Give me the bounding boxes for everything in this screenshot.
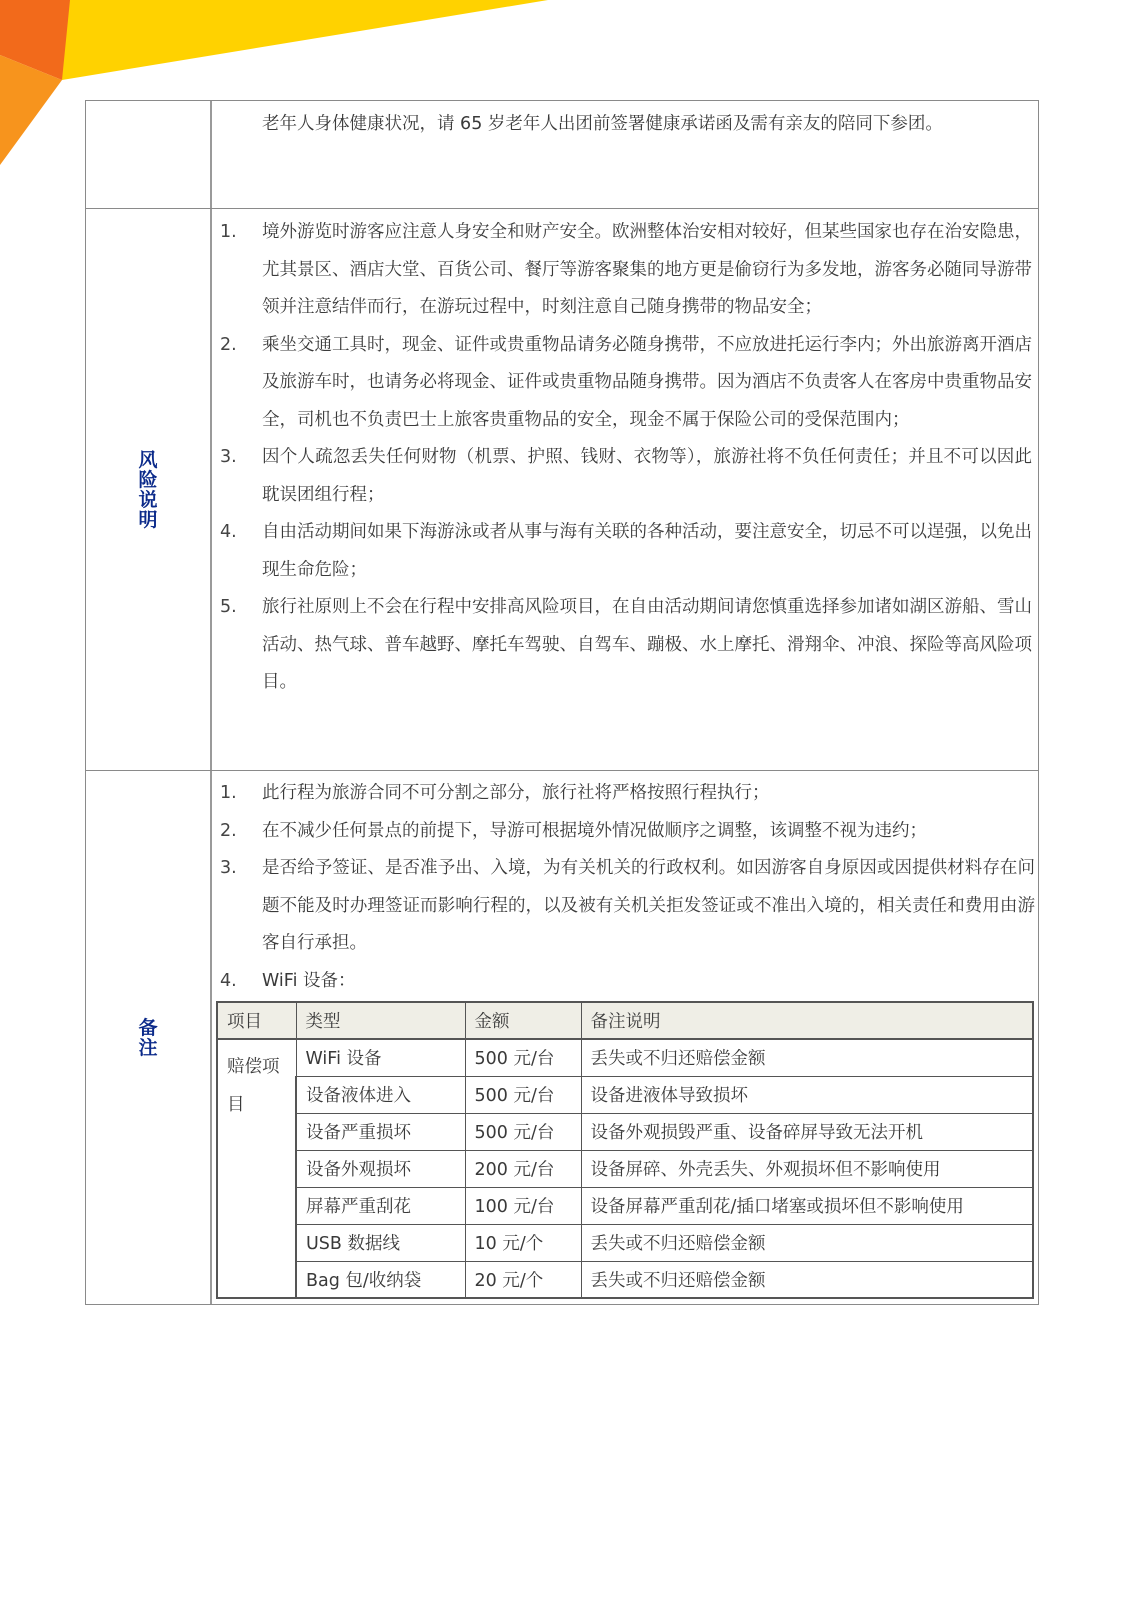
risk-list [220,214,1032,702]
item-text: 因个人疏忽丢失任何财物（机票、护照、钱财、衣物等），旅游社将不负任何责任；并且不可以因此耽误团组行程； [262,447,1032,505]
row-type: 设备严重损坏 [296,1113,465,1150]
row-note: 设备外观损毁严重、设备碎屏导致无法开机 [581,1113,1033,1150]
intro-content-cell [212,101,1038,208]
header-item: 项目 [217,1002,296,1039]
table-row [217,1187,1033,1224]
wifi-compensation-table [216,1001,1034,1299]
compensation-group-label: 赔偿项目 [217,1039,296,1298]
risk-label: 风险说明 [138,448,158,531]
row-note: 设备屏幕严重刮花/插口堵塞或损坏但不影响使用 [581,1187,1033,1224]
elderly-health-note: 老年人身体健康状况，请 65 岁老年人出团前签署健康承诺函及需有亲友的陪同下参团。 [262,114,943,134]
remark-list [220,775,1035,1000]
row-amount: 20 元/个 [465,1261,581,1298]
risk-label-cell [86,209,212,770]
row-type: Bag 包/收纳袋 [296,1261,465,1298]
list-item [220,214,1032,327]
list-item [220,439,1032,514]
item-number: 3. [220,858,237,878]
item-number: 4. [220,522,237,542]
row-amount: 500 元/台 [465,1039,581,1076]
item-number: 1. [220,222,237,242]
row-amount: 500 元/台 [465,1076,581,1113]
item-text: 在不减少任何景点的前提下，导游可根据境外情况做顺序之调整，该调整不视为违约； [262,820,927,841]
item-text: 自由活动期间如果下海游泳或者从事与海有关联的各种活动，要注意安全，切忌不可以逞强，以免出现生命危险； [262,522,1032,580]
item-number: 3. [220,447,237,467]
remark-label: 备注 [138,1016,158,1059]
list-item [220,589,1032,702]
row-amount: 500 元/台 [465,1113,581,1150]
header-type: 类型 [296,1002,465,1039]
item-number: 2. [220,820,237,841]
item-number: 2. [220,334,237,355]
item-number: 1. [220,783,237,803]
item-text: 旅行社原则上不会在行程中安排高风险项目，在自由活动期间请您慎重选择参加诸如湖区游船、雪山活动、热气球、普车越野、摩托车驾驶、自驾车、蹦极、水上摩托、滑翔伞、冲浪、探险等高风险项目。 [262,597,1032,692]
intro-row [86,101,1038,208]
yellow-stripe [60,0,548,80]
header-note: 备注说明 [581,1002,1033,1039]
risk-content-cell [212,209,1038,770]
row-amount: 200 元/台 [465,1150,581,1187]
list-item [220,850,1035,963]
remark-label-cell [86,771,212,1304]
table-row [217,1261,1033,1298]
row-note: 设备进液体导致损坏 [581,1076,1033,1113]
item-text: 此行程为旅游合同不可分割之部分，旅行社将严格按照行程执行； [262,783,770,803]
row-amount: 10 元/个 [465,1224,581,1261]
row-type: USB 数据线 [296,1224,465,1261]
itinerary-notes-table [85,100,1039,1305]
table-row [217,1039,1033,1076]
item-text: 乘坐交通工具时，现金、证件或贵重物品请务必随身携带，不应放进托运行李内；外出旅游离开酒店及旅游车时，也请务必将现金、证件或贵重物品随身携带。因为酒店不负责客人在客房中贵重物品安全，司机也不负责巴士上旅客贵重物品的安全，现金不属于保险公司的受保范围内； [262,334,1032,430]
list-item [220,327,1032,440]
list-item [220,775,1035,813]
table-header-row [217,1002,1033,1039]
remark-row [86,770,1038,1304]
header-amount: 金额 [465,1002,581,1039]
row-note: 设备屏碎、外壳丢失、外观损坏但不影响使用 [581,1150,1033,1187]
row-note: 丢失或不归还赔偿金额 [581,1224,1033,1261]
list-item [220,963,1035,1001]
item-number: 5. [220,597,237,617]
table-row [217,1150,1033,1187]
row-type: 屏幕严重刮花 [296,1187,465,1224]
table-row [217,1076,1033,1113]
row-amount: 100 元/台 [465,1187,581,1224]
item-text: 是否给予签证、是否准予出、入境，为有关机关的行政权利。如因游客自身原因或因提供材料存在问题不能及时办理签证而影响行程的，以及被有关机关拒发签证或不准出入境的，相关责任和费用由游客自行承担。 [262,858,1035,953]
remark-content-cell [212,771,1038,1304]
table-row [217,1113,1033,1150]
table-row [217,1224,1033,1261]
row-type: 设备液体进入 [296,1076,465,1113]
row-type: WiFi 设备 [296,1039,465,1076]
list-item [220,514,1032,589]
row-note: 丢失或不归还赔偿金额 [581,1039,1033,1076]
row-type: 设备外观损坏 [296,1150,465,1187]
list-item [220,813,1035,851]
item-number: 4. [220,970,237,991]
intro-label-cell [86,101,212,208]
item-text: 境外游览时游客应注意人身安全和财产安全。欧洲整体治安相对较好，但某些国家也存在治安隐患，尤其景区、酒店大堂、百货公司、餐厅等游客聚集的地方更是偷窃行为多发地，游客务必随同导游带领并注意结伴而行，在游玩过程中，时刻注意自己随身携带的物品安全； [262,222,1032,317]
row-note: 丢失或不归还赔偿金额 [581,1261,1033,1298]
risk-row [86,208,1038,770]
item-text: WiFi 设备： [262,970,356,991]
